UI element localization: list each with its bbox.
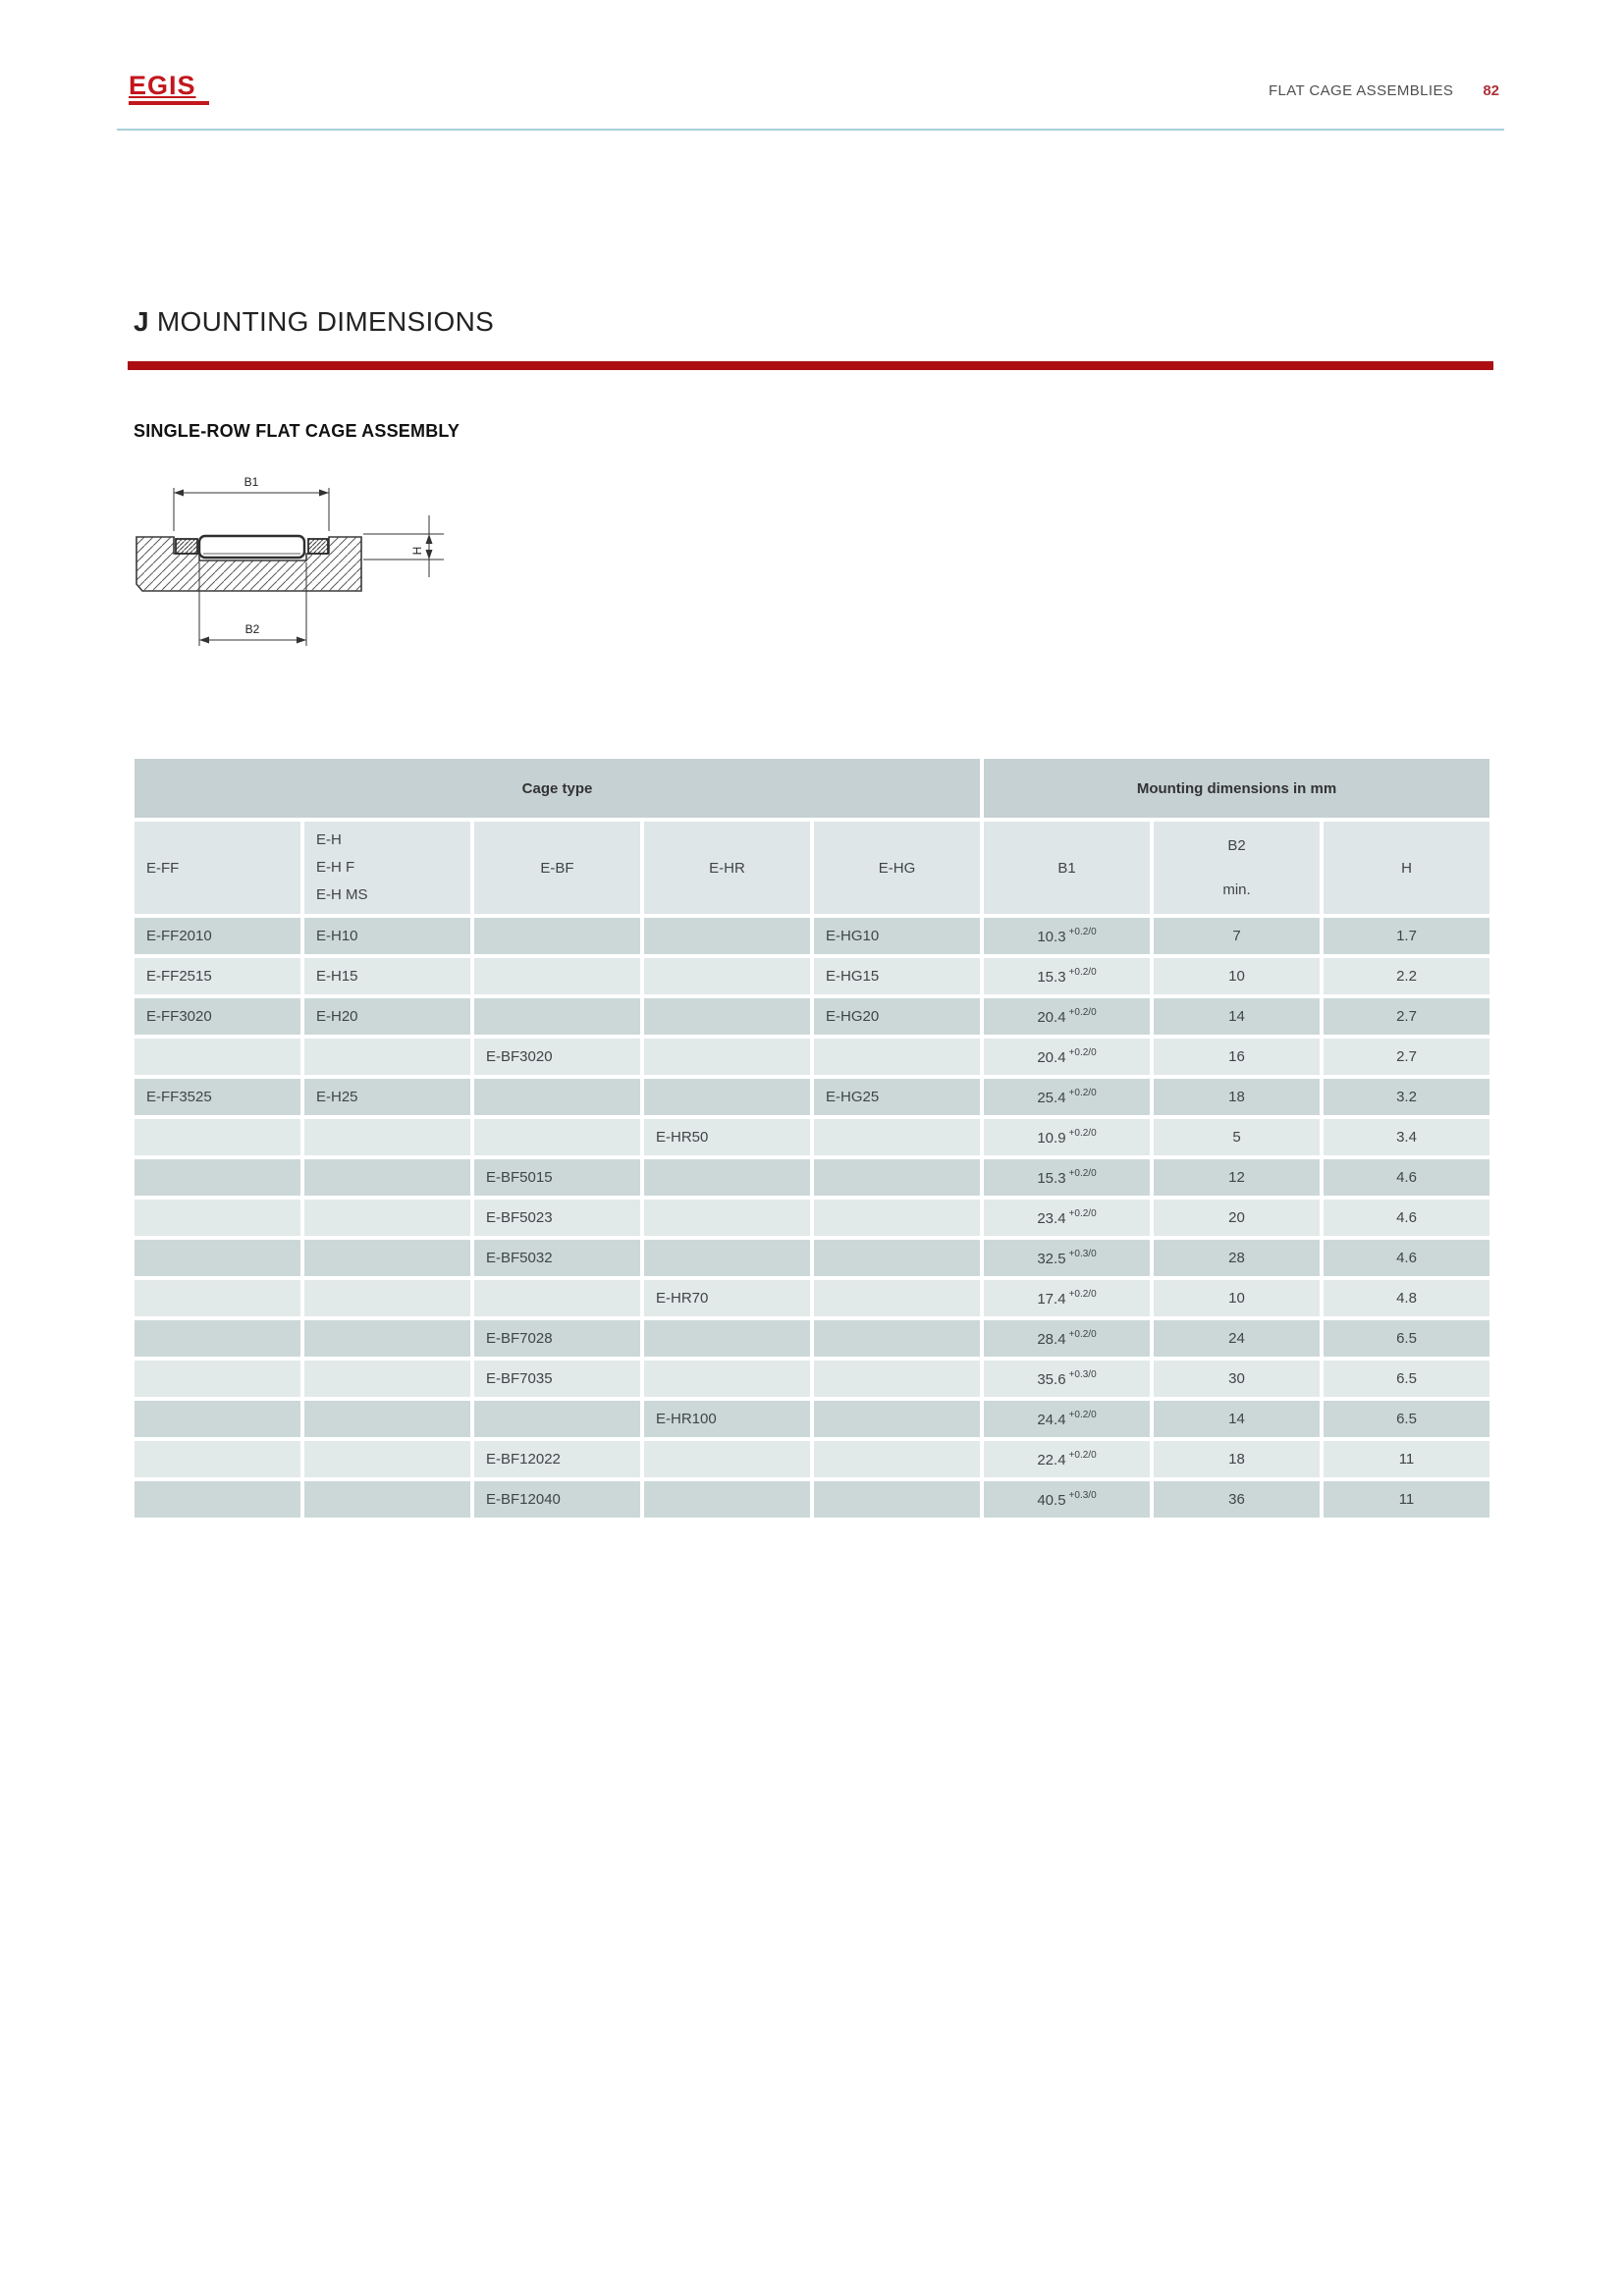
b1-tolerance: +0.2/0 <box>1068 1328 1097 1340</box>
cell-ehr <box>642 916 812 956</box>
table-row <box>133 1278 1491 1318</box>
section-divider-bar <box>128 361 1493 370</box>
flat-cage-body <box>199 536 304 558</box>
cell-b2: 7 <box>1152 916 1322 956</box>
cell-ehr <box>642 1157 812 1198</box>
cell-eff <box>133 1439 302 1479</box>
cell-eh <box>302 1278 472 1318</box>
table-row <box>133 956 1491 996</box>
cell-h: 4.8 <box>1322 1278 1491 1318</box>
cell-ebf <box>472 1278 642 1318</box>
cell-ehr <box>642 956 812 996</box>
cell-ehr <box>642 1359 812 1399</box>
cell-eh <box>302 1157 472 1198</box>
column-header-b1: B1 <box>982 820 1152 916</box>
b1-tolerance: +0.3/0 <box>1068 1368 1097 1380</box>
cell-ehg <box>812 1278 982 1318</box>
cell-ebf <box>472 916 642 956</box>
table-row <box>133 1198 1491 1238</box>
cell-eff <box>133 1198 302 1238</box>
b1-tolerance: +0.2/0 <box>1068 966 1097 978</box>
cell-eff <box>133 1238 302 1278</box>
cell-b2: 10 <box>1152 956 1322 996</box>
cell-h: 2.7 <box>1322 1037 1491 1077</box>
cell-ehr <box>642 1077 812 1117</box>
page-number: 82 <box>1483 82 1499 99</box>
egis-logo-text: EGIS <box>129 71 196 100</box>
b1-tolerance: +0.2/0 <box>1068 1087 1097 1098</box>
dimension-b1 <box>174 488 329 531</box>
b1-tolerance: +0.2/0 <box>1068 1167 1097 1179</box>
cell-h: 3.4 <box>1322 1117 1491 1157</box>
cell-eff <box>133 1479 302 1520</box>
cell-b2: 10 <box>1152 1278 1322 1318</box>
cell-b1: 15.3 $^{+0.2/0}$ <box>982 956 1152 996</box>
cell-eh <box>302 1439 472 1479</box>
cell-eff <box>133 1037 302 1077</box>
cell-ehr <box>642 1238 812 1278</box>
cell-ehr <box>642 1439 812 1479</box>
b1-tolerance: +0.2/0 <box>1068 1288 1097 1300</box>
cell-b1: 40.5 $^{+0.3/0}$ <box>982 1479 1152 1520</box>
cell-b2: 12 <box>1152 1157 1322 1198</box>
cell-eff <box>133 1157 302 1198</box>
table-row <box>133 1238 1491 1278</box>
b1-tolerance: +0.2/0 <box>1068 1449 1097 1461</box>
cell-b1: 24.4 $^{+0.2/0}$ <box>982 1399 1152 1439</box>
cell-h: 11 <box>1322 1439 1491 1479</box>
cell-eh: E-H25 <box>302 1077 472 1117</box>
running-header-title: FLAT CAGE ASSEMBLIES <box>1268 82 1454 99</box>
column-header-eh: E-H E-H F E-H MS <box>302 820 472 916</box>
cell-ehg <box>812 1037 982 1077</box>
roller-left <box>176 539 197 554</box>
cell-eh: E-H15 <box>302 956 472 996</box>
cell-ehr <box>642 1198 812 1238</box>
cell-h: 6.5 <box>1322 1399 1491 1439</box>
cell-b2: 20 <box>1152 1198 1322 1238</box>
b1-tolerance: +0.3/0 <box>1068 1248 1097 1259</box>
cell-b2: 24 <box>1152 1318 1322 1359</box>
b1-tolerance: +0.2/0 <box>1068 1006 1097 1018</box>
cell-ehg: E-HG25 <box>812 1077 982 1117</box>
roller-right <box>308 539 328 554</box>
cell-h: 4.6 <box>1322 1198 1491 1238</box>
cell-b1: 23.4 $^{+0.2/0}$ <box>982 1198 1152 1238</box>
dimension-h <box>363 515 444 577</box>
header-rule <box>117 129 1504 131</box>
cell-ebf <box>472 1077 642 1117</box>
cell-eff <box>133 1278 302 1318</box>
cell-ehr <box>642 1479 812 1520</box>
cell-h: 6.5 <box>1322 1359 1491 1399</box>
cell-ebf: E-BF5032 <box>472 1238 642 1278</box>
cell-ehg <box>812 1439 982 1479</box>
cell-b1: 17.4 $^{+0.2/0}$ <box>982 1278 1152 1318</box>
cell-b1: 35.6 $^{+0.3/0}$ <box>982 1359 1152 1399</box>
egis-logo <box>129 73 217 105</box>
cell-ehr: E-HR70 <box>642 1278 812 1318</box>
cell-ehg <box>812 1359 982 1399</box>
cell-ehg <box>812 1198 982 1238</box>
subsection-title: SINGLE-ROW FLAT CAGE ASSEMBLY <box>134 421 460 441</box>
cell-ehr <box>642 1037 812 1077</box>
cell-eh: E-H10 <box>302 916 472 956</box>
column-header-ebf: E-BF <box>472 820 642 916</box>
column-header-ehg: E-HG <box>812 820 982 916</box>
cell-b2: 18 <box>1152 1077 1322 1117</box>
cell-eff: E-FF2010 <box>133 916 302 956</box>
cell-ehg: E-HG20 <box>812 996 982 1037</box>
cell-eh <box>302 1318 472 1359</box>
section-title-text: MOUNTING DIMENSIONS <box>156 306 495 337</box>
cell-h: 4.6 <box>1322 1157 1491 1198</box>
cell-ehr <box>642 1318 812 1359</box>
cell-ehg <box>812 1479 982 1520</box>
egis-logo-underline <box>129 101 209 105</box>
cell-ehg <box>812 1117 982 1157</box>
b1-tolerance: +0.2/0 <box>1068 1207 1097 1219</box>
cell-eh <box>302 1198 472 1238</box>
cell-b2: 16 <box>1152 1037 1322 1077</box>
group-header-mounting-dimensions: Mounting dimensions in mm <box>982 757 1491 820</box>
cell-b2: 30 <box>1152 1359 1322 1399</box>
cell-ebf: E-BF5015 <box>472 1157 642 1198</box>
dimension-label-b2: B2 <box>244 622 260 636</box>
cell-ebf: E-BF12040 <box>472 1479 642 1520</box>
cell-eh: E-H20 <box>302 996 472 1037</box>
cell-ebf: E-BF5023 <box>472 1198 642 1238</box>
table-row <box>133 1439 1491 1479</box>
mounting-diagram <box>118 466 471 672</box>
cell-eff: E-FF2515 <box>133 956 302 996</box>
cell-h: 3.2 <box>1322 1077 1491 1117</box>
cell-ehg: E-HG10 <box>812 916 982 956</box>
cell-h: 11 <box>1322 1479 1491 1520</box>
cell-b1: 28.4 $^{+0.2/0}$ <box>982 1318 1152 1359</box>
b2-min-label: min. <box>1222 881 1251 898</box>
column-header-ehr: E-HR <box>642 820 812 916</box>
column-header-b2: B2 min. <box>1152 820 1322 916</box>
cell-ebf: E-BF7028 <box>472 1318 642 1359</box>
cell-h: 2.7 <box>1322 996 1491 1037</box>
cell-ehr: E-HR50 <box>642 1117 812 1157</box>
cell-b2: 14 <box>1152 1399 1322 1439</box>
column-header-h: H <box>1322 820 1491 916</box>
b1-tolerance: +0.2/0 <box>1068 1409 1097 1420</box>
cell-b1: 22.4 $^{+0.2/0}$ <box>982 1439 1152 1479</box>
cell-ehg <box>812 1157 982 1198</box>
cell-eh <box>302 1479 472 1520</box>
table-row <box>133 1157 1491 1198</box>
section-letter: J <box>134 306 149 337</box>
cell-b1: 20.4 $^{+0.2/0}$ <box>982 1037 1152 1077</box>
cell-b1: 25.4 $^{+0.2/0}$ <box>982 1077 1152 1117</box>
cell-ehg <box>812 1238 982 1278</box>
table-row <box>133 1359 1491 1399</box>
cell-h: 6.5 <box>1322 1318 1491 1359</box>
b1-tolerance: +0.2/0 <box>1068 1127 1097 1139</box>
table-row <box>133 1117 1491 1157</box>
dimension-label-b1: B1 <box>244 475 259 489</box>
cell-eh <box>302 1037 472 1077</box>
group-header-row <box>133 757 1491 820</box>
cell-ehr <box>642 996 812 1037</box>
mounting-dimensions-table <box>133 757 1491 1520</box>
cell-eff <box>133 1117 302 1157</box>
cell-ebf <box>472 1117 642 1157</box>
cell-b2: 14 <box>1152 996 1322 1037</box>
cell-ehg <box>812 1318 982 1359</box>
cell-b1: 20.4 $^{+0.2/0}$ <box>982 996 1152 1037</box>
cell-eff <box>133 1399 302 1439</box>
cell-b2: 36 <box>1152 1479 1322 1520</box>
cell-eff <box>133 1318 302 1359</box>
cell-b1: 10.3 $^{+0.2/0}$ <box>982 916 1152 956</box>
cell-b1: 15.3 $^{+0.2/0}$ <box>982 1157 1152 1198</box>
column-header-eff: E-FF <box>133 820 302 916</box>
cell-eh <box>302 1238 472 1278</box>
cell-ehg <box>812 1399 982 1439</box>
cell-ebf: E-BF3020 <box>472 1037 642 1077</box>
cell-ehg: E-HG15 <box>812 956 982 996</box>
table-row <box>133 1399 1491 1439</box>
cell-b2: 18 <box>1152 1439 1322 1479</box>
cell-eff: E-FF3525 <box>133 1077 302 1117</box>
cell-b2: 28 <box>1152 1238 1322 1278</box>
cell-ebf <box>472 996 642 1037</box>
running-header <box>1269 82 1499 99</box>
cell-eh <box>302 1359 472 1399</box>
cell-h: 4.6 <box>1322 1238 1491 1278</box>
dimension-label-h: H <box>410 546 424 556</box>
table-row <box>133 916 1491 956</box>
cell-ebf <box>472 1399 642 1439</box>
cell-b1: 10.9 $^{+0.2/0}$ <box>982 1117 1152 1157</box>
column-header-row <box>133 820 1491 916</box>
cell-ebf <box>472 956 642 996</box>
cell-b2: 5 <box>1152 1117 1322 1157</box>
table-row <box>133 1479 1491 1520</box>
cell-eh <box>302 1117 472 1157</box>
section-title <box>134 306 494 338</box>
b1-tolerance: +0.3/0 <box>1068 1489 1097 1501</box>
cell-ebf: E-BF12022 <box>472 1439 642 1479</box>
b1-tolerance: +0.2/0 <box>1068 1046 1097 1058</box>
cell-b1: 32.5 $^{+0.3/0}$ <box>982 1238 1152 1278</box>
table-row <box>133 996 1491 1037</box>
cell-h: 1.7 <box>1322 916 1491 956</box>
cell-eh <box>302 1399 472 1439</box>
cell-ebf: E-BF7035 <box>472 1359 642 1399</box>
table-row <box>133 1037 1491 1077</box>
cell-h: 2.2 <box>1322 956 1491 996</box>
cell-eff <box>133 1359 302 1399</box>
cell-eff: E-FF3020 <box>133 996 302 1037</box>
b1-tolerance: +0.2/0 <box>1068 926 1097 937</box>
group-header-cage-type: Cage type <box>133 757 982 820</box>
table-row <box>133 1318 1491 1359</box>
cell-ehr: E-HR100 <box>642 1399 812 1439</box>
table-row <box>133 1077 1491 1117</box>
